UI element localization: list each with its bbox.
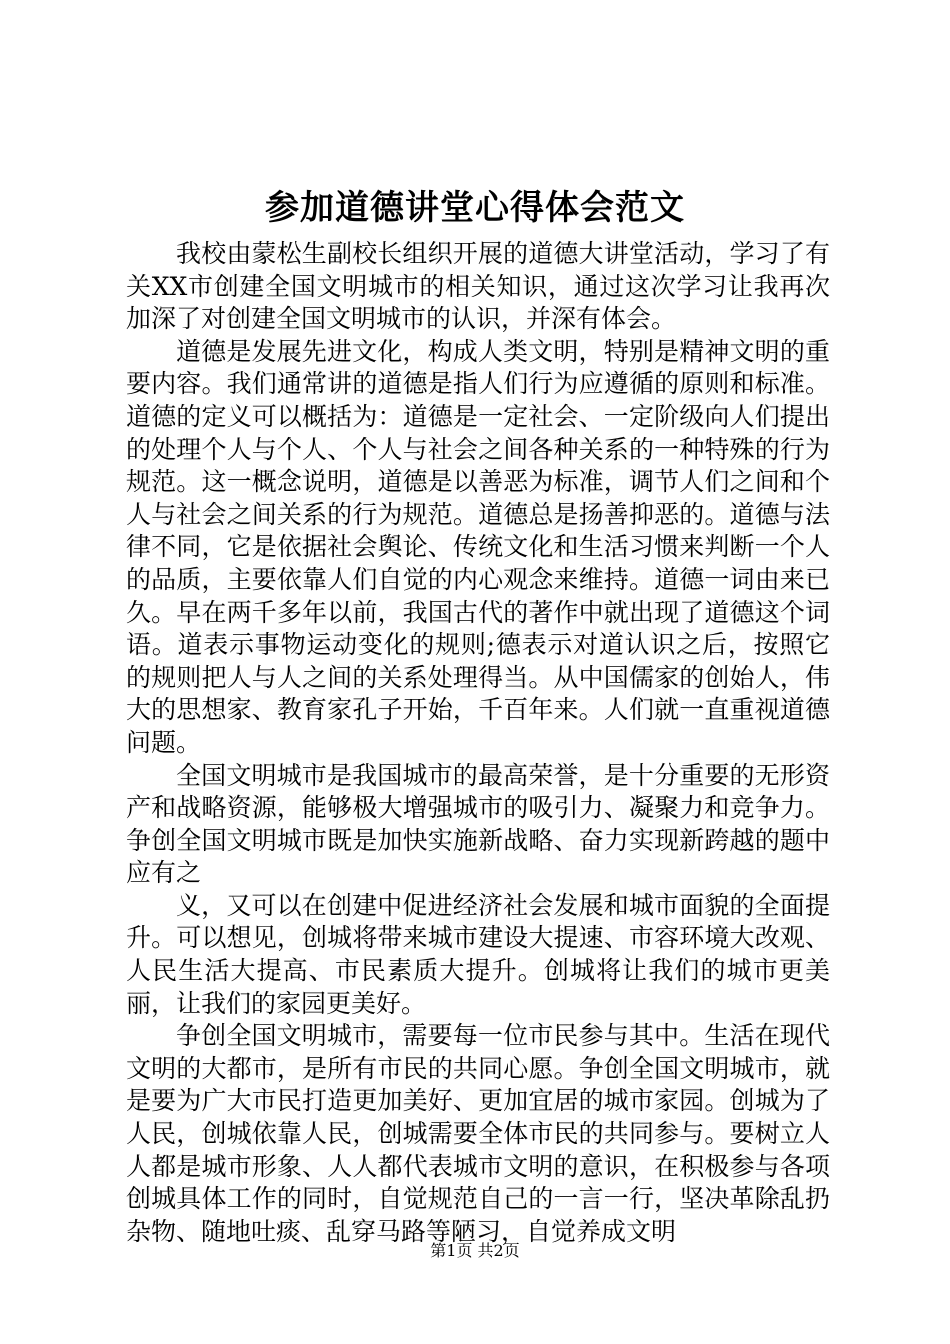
paragraph-4: 义，又可以在创建中促进经济社会发展和城市面貌的全面提升。可以想见，创城将带来城市建设大提速、市容环境大改观、人民生活大提高、市民素质大提升。创城将让我们的城市更美丽，让我们的家园更美好。 bbox=[126, 890, 830, 1018]
document-title: 参加道德讲堂心得体会范文 bbox=[265, 188, 685, 228]
paragraph-5: 争创全国文明城市，需要每一位市民参与其中。生活在现代文明的大都市，是所有市民的共同心愿。争创全国文明城市，就是要为广大市民打造更加美好、更加宜居的城市家园。创城为了人民，创城依靠人民，创城需要全体市民的共同参与。要树立人人都是城市形象、人人都代表城市文明的意识，在积极参与各项创城具体工作的同时，自觉规范自己的一言一行，坚决革除乱扔杂物、随地吐痰、乱穿马路等陋习，自觉养成文明 bbox=[126, 1021, 830, 1246]
document-body bbox=[126, 238, 830, 1248]
paragraph-2: 道德是发展先进文化，构成人类文明，特别是精神文明的重要内容。我们通常讲的道德是指人们行为应遵循的原则和标准。道德的定义可以概括为：道德是一定社会、一定阶级向人们提出的处理个人与个人、个人与社会之间各种关系的一种特殊的行为规范。这一概念说明，道德是以善恶为标准，调节人们之间和个人与社会之间关系的行为规范。道德总是扬善抑恶的。道德与法律不同，它是依据社会舆论、传统文化和生活习惯来判断一个人的品质，主要依靠人们自觉的内心观念来维持。道德一词由来已久。早在两千多年以前，我国古代的著作中就出现了道德这个词语。道表示事物运动变化的规则;德表示对道认识之后，按照它的规则把人与人之间的关系处理得当。从中国儒家的创始人，伟大的思想家、教育家孔子开始，千百年来。人们就一直重视道德问题。 bbox=[126, 336, 830, 757]
paragraph-3: 全国文明城市是我国城市的最高荣誉，是十分重要的无形资产和战略资源，能够极大增强城市的吸引力、凝聚力和竞争力。争创全国文明城市既是加快实施新战略、奋力实现新跨越的题中应有之 bbox=[126, 760, 830, 888]
page-number-footer: 第1页 共2页 bbox=[430, 1241, 520, 1260]
paragraph-1: 我校由蒙松生副校长组织开展的道德大讲堂活动，学习了有关XX市创建全国文明城市的相关知识，通过这次学习让我再次加深了对创建全国文明城市的认识，并深有体会。 bbox=[126, 239, 830, 334]
